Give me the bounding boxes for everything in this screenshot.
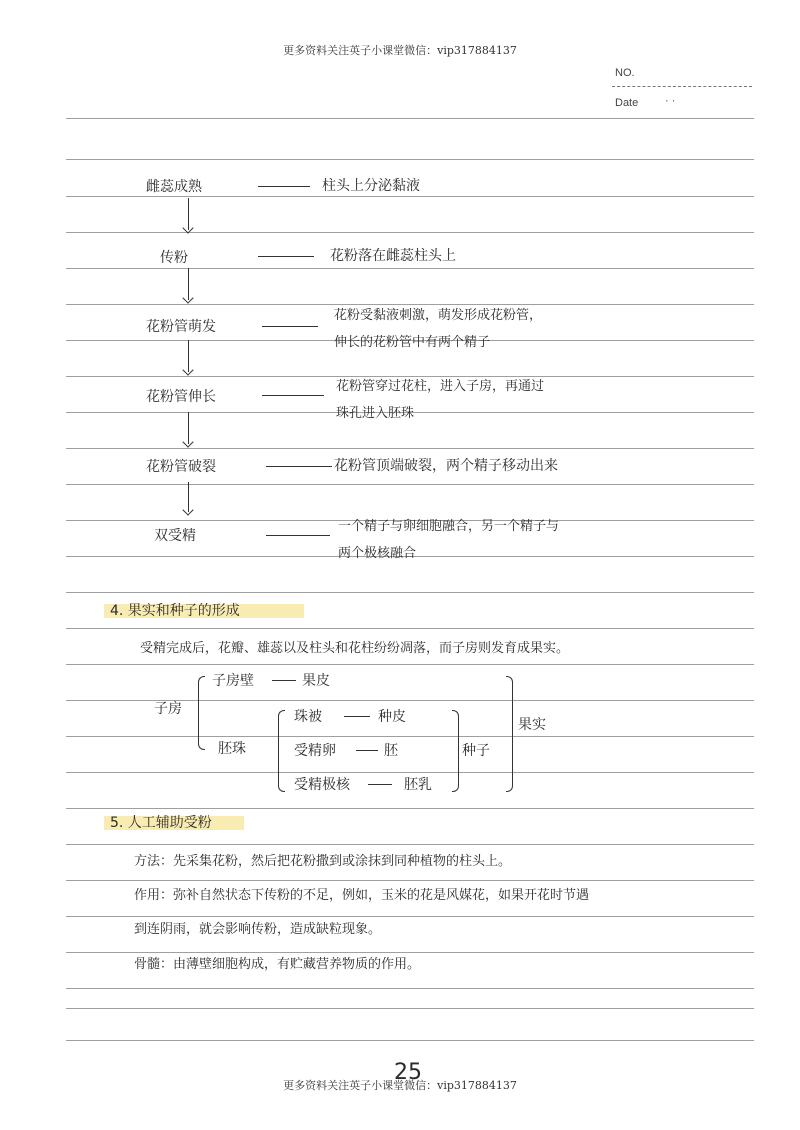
diagram-embryo: 胚	[384, 743, 398, 759]
down-arrow-icon	[188, 412, 189, 444]
ruled-line	[66, 1040, 754, 1041]
diagram-fert-polar: 受精极核	[294, 777, 350, 793]
flow-dash	[262, 326, 318, 327]
flow-step-1: 雌蕊成熟	[146, 179, 202, 195]
diagram-ovary: 子房	[154, 701, 182, 717]
ruled-line	[66, 159, 754, 160]
diagram-integument: 珠被	[294, 709, 322, 725]
section-5-line-3: 到连阴雨，就会影响传粉，造成缺粒现象。	[134, 922, 382, 937]
ruled-line	[66, 196, 754, 197]
no-label: NO.	[615, 67, 635, 79]
ruled-line	[66, 664, 754, 665]
ruled-line	[66, 484, 754, 485]
flow-step-3: 花粉管萌发	[146, 319, 216, 335]
diagram-dash	[356, 750, 378, 751]
down-arrow-icon	[188, 198, 189, 230]
ruled-line	[66, 592, 754, 593]
page-number: 25	[394, 1060, 422, 1085]
diagram-fert-egg: 受精卵	[294, 743, 336, 759]
ruled-line	[66, 880, 754, 881]
watermark-top: 更多资料关注英子小课堂微信：vip317884137	[283, 44, 517, 57]
flow-step-5: 花粉管破裂	[146, 459, 216, 475]
down-arrow-icon	[188, 340, 189, 372]
left-brace	[198, 676, 205, 750]
diagram-dash	[368, 784, 392, 785]
flow-desc-3a: 花粉受黏液刺激，萌发形成花粉管，	[334, 308, 543, 323]
section-4-text: 受精完成后，花瓣、雄蕊以及柱头和花柱纷纷凋落，而子房则发育成果实。	[140, 641, 570, 656]
flow-dash	[266, 535, 330, 536]
diagram-seed-coat: 种皮	[378, 709, 406, 725]
ruled-line	[66, 1008, 754, 1009]
section-5-line-1: 方法：先采集花粉，然后把花粉撒到或涂抹到同种植物的柱头上。	[134, 854, 512, 869]
section-5-line-2: 作用：弥补自然状态下传粉的不足，例如，玉米的花是风媒花，如果开花时节遇	[134, 888, 590, 903]
diagram-ovary-wall: 子房壁	[212, 673, 254, 689]
ruled-line	[66, 844, 754, 845]
watermark-bottom: 更多资料关注英子小课堂微信：vip317884137	[283, 1079, 517, 1092]
flow-desc-1: 柱头上分泌黏液	[322, 178, 420, 194]
ruled-line	[66, 628, 754, 629]
flow-dash	[262, 395, 324, 396]
flow-step-2: 传粉	[160, 250, 188, 266]
flow-dash	[266, 466, 332, 467]
down-arrow-icon	[188, 268, 189, 300]
ruled-line	[66, 268, 754, 269]
no-dotted-line	[612, 86, 752, 87]
flow-desc-6b: 两个极核融合	[338, 546, 417, 561]
flow-desc-4a: 花粉管穿过花柱，进入子房，再通过	[336, 379, 545, 394]
flow-dash	[258, 256, 314, 257]
flow-desc-3b: 伸长的花粉管中有两个精子	[334, 335, 491, 350]
left-brace	[278, 710, 285, 792]
ruled-line	[66, 772, 754, 773]
section-4-title: 4. 果实和种子的形成	[110, 603, 240, 619]
diagram-pericarp: 果皮	[302, 673, 330, 689]
ruled-line	[66, 448, 754, 449]
flow-desc-4b: 珠孔进入胚珠	[336, 406, 415, 421]
flow-step-4: 花粉管伸长	[146, 389, 216, 405]
flow-step-6: 双受精	[154, 528, 196, 544]
diagram-fruit: 果实	[518, 717, 546, 733]
diagram-dash	[272, 680, 296, 681]
flow-dash	[258, 186, 310, 187]
right-brace	[506, 676, 513, 792]
ruled-line	[66, 808, 754, 809]
flow-desc-5: 花粉管顶端破裂，两个精子移动出来	[334, 458, 558, 474]
diagram-endosperm: 胚乳	[404, 777, 432, 793]
date-dots: · ·	[665, 95, 676, 107]
ruled-line	[66, 118, 754, 119]
diagram-ovule: 胚珠	[218, 741, 246, 757]
flow-desc-6a: 一个精子与卵细胞融合，另一个精子与	[338, 519, 560, 534]
ruled-line	[66, 736, 754, 737]
section-5-title: 5. 人工辅助受粉	[110, 815, 212, 831]
ruled-line	[66, 988, 754, 989]
diagram-seed: 种子	[462, 743, 490, 759]
ruled-line	[66, 916, 754, 917]
date-label: Date	[615, 97, 639, 109]
ruled-line	[66, 232, 754, 233]
flow-desc-2: 花粉落在雌蕊柱头上	[330, 248, 456, 264]
down-arrow-icon	[188, 482, 189, 512]
right-brace	[452, 710, 459, 792]
section-5-line-4: 骨髓：由薄壁细胞构成，有贮藏营养物质的作用。	[134, 957, 421, 972]
diagram-dash	[344, 716, 370, 717]
